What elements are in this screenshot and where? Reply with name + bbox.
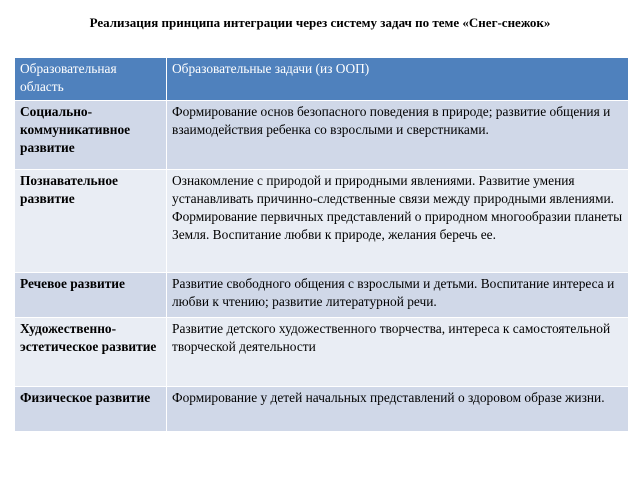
table-row [15, 387, 629, 432]
table-row [15, 101, 629, 170]
table-header-row [15, 58, 629, 101]
header-educational-area: Образовательная область [15, 58, 167, 101]
integration-tasks-table [14, 57, 629, 432]
tasks-cell: Ознакомление с природой и природными явлениями. Развитие умения устанавливать причинно-следственные связи между природными явлениями. Формирование первичных представлений о природном многообразии планеты Земля. Воспитание любви к природе, желания беречь ее. [167, 170, 629, 273]
page-title: Реализация принципа интеграции через систему задач по теме «Снег-снежок» [89, 15, 551, 30]
table-row [15, 170, 629, 273]
area-cell: Социально-коммуникативное развитие [15, 101, 167, 170]
tasks-cell: Формирование у детей начальных представлений о здоровом образе жизни. [167, 387, 629, 432]
area-cell: Художественно-эстетическое развитие [15, 318, 167, 387]
area-cell: Речевое развитие [15, 273, 167, 318]
tasks-cell: Формирование основ безопасного поведения в природе; развитие общения и взаимодействия ребенка со взрослыми и сверстниками. [167, 101, 629, 170]
tasks-cell: Развитие свободного общения с взрослыми и детьми. Воспитание интереса и любви к чтению; развитие литературной речи. [167, 273, 629, 318]
tasks-cell: Развитие детского художественного творчества, интереса к самостоятельной творческой деятельности [167, 318, 629, 387]
table-row [15, 273, 629, 318]
area-cell: Физическое развитие [15, 387, 167, 432]
header-educational-tasks: Образовательные задачи (из ООП) [167, 58, 629, 101]
area-cell: Познавательное развитие [15, 170, 167, 273]
table-row [15, 318, 629, 387]
